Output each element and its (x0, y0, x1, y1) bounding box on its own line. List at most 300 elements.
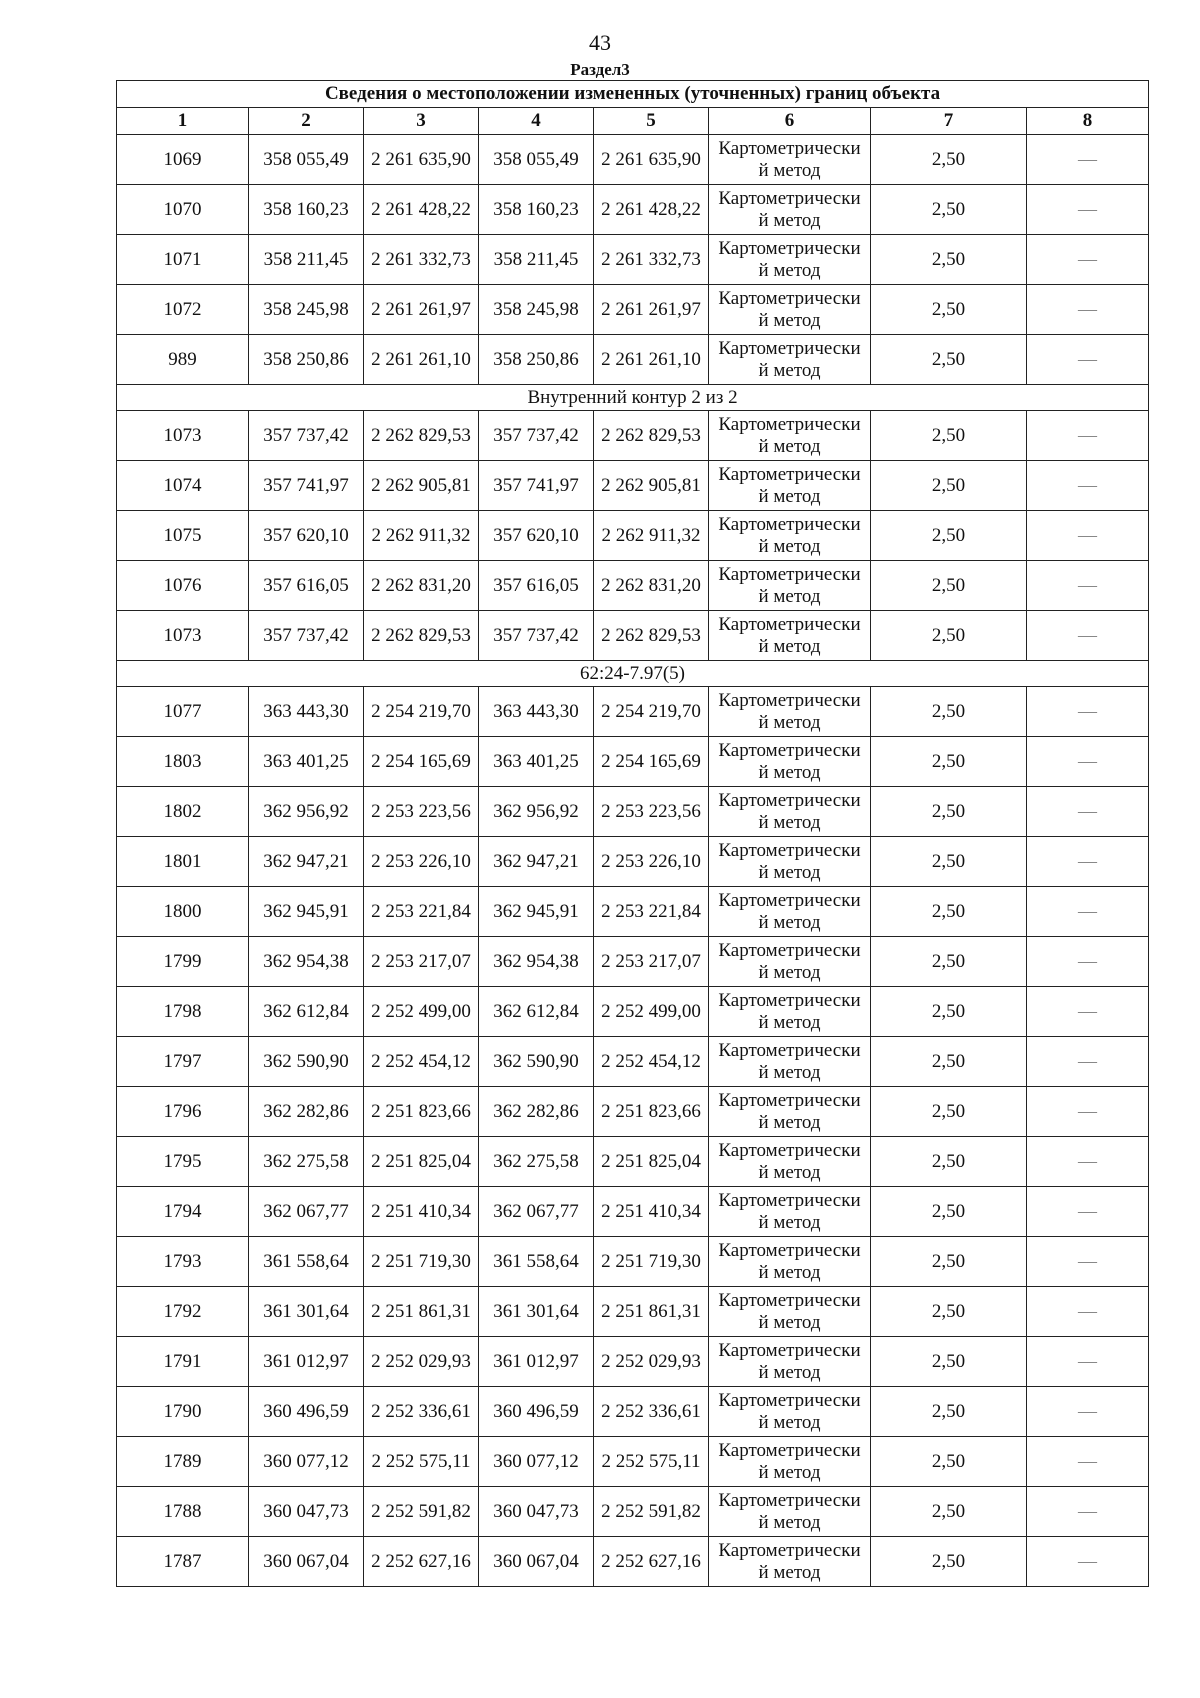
x-old-cell: 358 055,49 (249, 135, 364, 185)
method-cell (709, 1537, 871, 1587)
table-row (117, 461, 1149, 511)
method-text-line: Картометрически (718, 1389, 861, 1411)
y-old-cell: 2 262 831,20 (364, 561, 479, 611)
y-new-cell: 2 261 428,22 (594, 185, 709, 235)
column-header: 3 (364, 108, 479, 135)
boundary-coordinates-table (116, 80, 1149, 1587)
point-number-cell: 1074 (117, 461, 249, 511)
method-text-line: Картометрически (718, 1489, 861, 1511)
method-text-line: Картометрически (718, 1539, 861, 1561)
x-old-cell: 357 737,42 (249, 611, 364, 661)
y-old-cell: 2 262 905,81 (364, 461, 479, 511)
x-new-cell: 363 401,25 (479, 737, 594, 787)
y-new-cell: 2 252 336,61 (594, 1387, 709, 1437)
method-text-line: Картометрически (718, 287, 861, 309)
x-old-cell: 362 275,58 (249, 1137, 364, 1187)
column-header: 4 (479, 108, 594, 135)
description-cell: — (1027, 561, 1149, 611)
accuracy-cell: 2,50 (871, 335, 1027, 385)
column-header: 6 (709, 108, 871, 135)
y-old-cell: 2 253 226,10 (364, 837, 479, 887)
description-cell: — (1027, 411, 1149, 461)
point-number-cell: 1073 (117, 611, 249, 661)
method-cell (709, 285, 871, 335)
point-number-cell: 1788 (117, 1487, 249, 1537)
point-number-cell: 1071 (117, 235, 249, 285)
y-new-cell: 2 251 861,31 (594, 1287, 709, 1337)
point-number-cell: 1796 (117, 1087, 249, 1137)
table-body (117, 135, 1149, 1587)
group-label: 62:24-7.97(5) (117, 661, 1149, 687)
method-cell (709, 1487, 871, 1537)
point-number-cell: 1075 (117, 511, 249, 561)
accuracy-cell: 2,50 (871, 285, 1027, 335)
description-cell: — (1027, 1187, 1149, 1237)
method-text-line: й метод (758, 635, 821, 657)
accuracy-cell: 2,50 (871, 1437, 1027, 1487)
table-caption: Сведения о местоположении измененных (уточненных) границ объекта (117, 81, 1149, 108)
table-row (117, 611, 1149, 661)
x-new-cell: 358 211,45 (479, 235, 594, 285)
table-row (117, 411, 1149, 461)
y-new-cell: 2 252 591,82 (594, 1487, 709, 1537)
y-old-cell: 2 261 635,90 (364, 135, 479, 185)
method-text-line: й метод (758, 1211, 821, 1233)
x-new-cell: 362 612,84 (479, 987, 594, 1037)
description-cell: — (1027, 611, 1149, 661)
accuracy-cell: 2,50 (871, 185, 1027, 235)
method-text-line: й метод (758, 1411, 821, 1433)
y-old-cell: 2 261 428,22 (364, 185, 479, 235)
method-text-line: й метод (758, 1261, 821, 1283)
accuracy-cell: 2,50 (871, 135, 1027, 185)
x-old-cell: 362 590,90 (249, 1037, 364, 1087)
point-number-cell: 1072 (117, 285, 249, 335)
x-new-cell: 358 250,86 (479, 335, 594, 385)
method-cell (709, 687, 871, 737)
y-new-cell: 2 261 261,10 (594, 335, 709, 385)
method-cell (709, 787, 871, 837)
x-new-cell: 357 737,42 (479, 611, 594, 661)
x-new-cell: 362 590,90 (479, 1037, 594, 1087)
method-text-line: й метод (758, 961, 821, 983)
description-cell: — (1027, 737, 1149, 787)
x-old-cell: 362 282,86 (249, 1087, 364, 1137)
x-old-cell: 361 301,64 (249, 1287, 364, 1337)
description-cell: — (1027, 1487, 1149, 1537)
method-text-line: й метод (758, 1511, 821, 1533)
method-text-line: Картометрически (718, 789, 861, 811)
point-number-cell: 1069 (117, 135, 249, 185)
method-text-line: Картометрически (718, 1339, 861, 1361)
method-text-line: й метод (758, 209, 821, 231)
y-old-cell: 2 252 499,00 (364, 987, 479, 1037)
method-cell (709, 837, 871, 887)
y-old-cell: 2 251 825,04 (364, 1137, 479, 1187)
x-new-cell: 360 067,04 (479, 1537, 594, 1587)
y-old-cell: 2 253 217,07 (364, 937, 479, 987)
method-text-line: й метод (758, 485, 821, 507)
y-old-cell: 2 261 332,73 (364, 235, 479, 285)
point-number-cell: 1801 (117, 837, 249, 887)
method-cell (709, 185, 871, 235)
description-cell: — (1027, 1437, 1149, 1487)
x-new-cell: 362 067,77 (479, 1187, 594, 1237)
x-new-cell: 358 160,23 (479, 185, 594, 235)
table-row (117, 511, 1149, 561)
y-new-cell: 2 261 635,90 (594, 135, 709, 185)
method-text-line: й метод (758, 1561, 821, 1583)
point-number-cell: 1793 (117, 1237, 249, 1287)
x-old-cell: 360 067,04 (249, 1537, 364, 1587)
table-row (117, 787, 1149, 837)
y-old-cell: 2 251 823,66 (364, 1087, 479, 1137)
accuracy-cell: 2,50 (871, 461, 1027, 511)
method-text-line: й метод (758, 711, 821, 733)
method-text-line: Картометрически (718, 463, 861, 485)
x-new-cell: 363 443,30 (479, 687, 594, 737)
accuracy-cell: 2,50 (871, 1237, 1027, 1287)
method-text-line: Картометрически (718, 1039, 861, 1061)
accuracy-cell: 2,50 (871, 511, 1027, 561)
x-old-cell: 360 047,73 (249, 1487, 364, 1537)
table-row (117, 1037, 1149, 1087)
point-number-cell: 1792 (117, 1287, 249, 1337)
description-cell: — (1027, 335, 1149, 385)
method-cell (709, 1087, 871, 1137)
x-new-cell: 357 620,10 (479, 511, 594, 561)
table-header-row (117, 108, 1149, 135)
table-row (117, 335, 1149, 385)
x-old-cell: 362 956,92 (249, 787, 364, 837)
accuracy-cell: 2,50 (871, 1187, 1027, 1237)
x-new-cell: 360 047,73 (479, 1487, 594, 1537)
x-new-cell: 362 956,92 (479, 787, 594, 837)
method-text-line: й метод (758, 359, 821, 381)
column-header: 8 (1027, 108, 1149, 135)
method-cell (709, 1187, 871, 1237)
y-old-cell: 2 252 029,93 (364, 1337, 479, 1387)
method-cell (709, 1437, 871, 1487)
method-text-line: й метод (758, 585, 821, 607)
accuracy-cell: 2,50 (871, 235, 1027, 285)
method-text-line: Картометрически (718, 187, 861, 209)
point-number-cell: 1789 (117, 1437, 249, 1487)
x-old-cell: 360 496,59 (249, 1387, 364, 1437)
accuracy-cell: 2,50 (871, 1037, 1027, 1087)
table-row (117, 1337, 1149, 1387)
method-text-line: й метод (758, 435, 821, 457)
y-new-cell: 2 261 332,73 (594, 235, 709, 285)
point-number-cell: 1076 (117, 561, 249, 611)
method-cell (709, 611, 871, 661)
method-text-line: й метод (758, 1461, 821, 1483)
point-number-cell: 1791 (117, 1337, 249, 1387)
method-text-line: й метод (758, 1011, 821, 1033)
x-old-cell: 357 616,05 (249, 561, 364, 611)
y-old-cell: 2 261 261,10 (364, 335, 479, 385)
point-number-cell: 1800 (117, 887, 249, 937)
description-cell: — (1027, 285, 1149, 335)
method-text-line: й метод (758, 1111, 821, 1133)
method-cell (709, 411, 871, 461)
column-header: 2 (249, 108, 364, 135)
table-row (117, 561, 1149, 611)
table-group-row (117, 385, 1149, 411)
y-new-cell: 2 254 219,70 (594, 687, 709, 737)
description-cell: — (1027, 461, 1149, 511)
accuracy-cell: 2,50 (871, 687, 1027, 737)
description-cell: — (1027, 511, 1149, 561)
description-cell: — (1027, 135, 1149, 185)
point-number-cell: 1077 (117, 687, 249, 737)
accuracy-cell: 2,50 (871, 1137, 1027, 1187)
accuracy-cell: 2,50 (871, 411, 1027, 461)
method-text-line: Картометрически (718, 889, 861, 911)
y-old-cell: 2 253 221,84 (364, 887, 479, 937)
description-cell: — (1027, 1337, 1149, 1387)
method-text-line: Картометрически (718, 513, 861, 535)
point-number-cell: 1790 (117, 1387, 249, 1437)
x-old-cell: 362 954,38 (249, 937, 364, 987)
accuracy-cell: 2,50 (871, 887, 1027, 937)
method-text-line: й метод (758, 309, 821, 331)
x-old-cell: 362 945,91 (249, 887, 364, 937)
y-old-cell: 2 254 165,69 (364, 737, 479, 787)
x-new-cell: 361 301,64 (479, 1287, 594, 1337)
page-number: 43 (589, 30, 611, 55)
table-row (117, 737, 1149, 787)
x-new-cell: 360 496,59 (479, 1387, 594, 1437)
accuracy-cell: 2,50 (871, 611, 1027, 661)
method-cell (709, 1137, 871, 1187)
description-cell: — (1027, 987, 1149, 1037)
method-cell (709, 1337, 871, 1387)
table-row (117, 1137, 1149, 1187)
y-new-cell: 2 262 831,20 (594, 561, 709, 611)
table-row (117, 937, 1149, 987)
method-text-line: Картометрически (718, 563, 861, 585)
method-text-line: Картометрически (718, 1139, 861, 1161)
method-cell (709, 1387, 871, 1437)
accuracy-cell: 2,50 (871, 1337, 1027, 1387)
x-new-cell: 362 947,21 (479, 837, 594, 887)
method-text-line: й метод (758, 761, 821, 783)
description-cell: — (1027, 1387, 1149, 1437)
method-text-line: й метод (758, 1161, 821, 1183)
section-title: Раздел3 (570, 60, 630, 79)
description-cell: — (1027, 235, 1149, 285)
description-cell: — (1027, 1537, 1149, 1587)
x-old-cell: 362 947,21 (249, 837, 364, 887)
point-number-cell: 1795 (117, 1137, 249, 1187)
x-new-cell: 362 275,58 (479, 1137, 594, 1187)
y-old-cell: 2 262 829,53 (364, 411, 479, 461)
method-cell (709, 1037, 871, 1087)
method-text-line: й метод (758, 159, 821, 181)
method-text-line: Картометрически (718, 413, 861, 435)
point-number-cell: 1797 (117, 1037, 249, 1087)
x-new-cell: 361 558,64 (479, 1237, 594, 1287)
y-new-cell: 2 252 575,11 (594, 1437, 709, 1487)
method-cell (709, 461, 871, 511)
x-old-cell: 357 737,42 (249, 411, 364, 461)
point-number-cell: 1794 (117, 1187, 249, 1237)
y-new-cell: 2 252 029,93 (594, 1337, 709, 1387)
method-cell (709, 1237, 871, 1287)
point-number-cell: 1798 (117, 987, 249, 1037)
table-row (117, 887, 1149, 937)
point-number-cell: 1803 (117, 737, 249, 787)
x-new-cell: 362 282,86 (479, 1087, 594, 1137)
method-cell (709, 135, 871, 185)
y-new-cell: 2 251 825,04 (594, 1137, 709, 1187)
method-cell (709, 887, 871, 937)
y-new-cell: 2 252 454,12 (594, 1037, 709, 1087)
y-old-cell: 2 253 223,56 (364, 787, 479, 837)
point-number-cell: 1787 (117, 1537, 249, 1587)
description-cell: — (1027, 837, 1149, 887)
description-cell: — (1027, 1137, 1149, 1187)
y-new-cell: 2 253 223,56 (594, 787, 709, 837)
y-new-cell: 2 251 410,34 (594, 1187, 709, 1237)
accuracy-cell: 2,50 (871, 1387, 1027, 1437)
table-row (117, 1487, 1149, 1537)
x-old-cell: 361 012,97 (249, 1337, 364, 1387)
y-new-cell: 2 253 221,84 (594, 887, 709, 937)
y-new-cell: 2 253 217,07 (594, 937, 709, 987)
y-old-cell: 2 251 861,31 (364, 1287, 479, 1337)
method-text-line: Картометрически (718, 1239, 861, 1261)
description-cell: — (1027, 887, 1149, 937)
x-old-cell: 357 620,10 (249, 511, 364, 561)
y-old-cell: 2 262 911,32 (364, 511, 479, 561)
description-cell: — (1027, 185, 1149, 235)
x-new-cell: 362 954,38 (479, 937, 594, 987)
group-label: Внутренний контур 2 из 2 (117, 385, 1149, 411)
description-cell: — (1027, 1237, 1149, 1287)
x-old-cell: 361 558,64 (249, 1237, 364, 1287)
y-old-cell: 2 261 261,97 (364, 285, 479, 335)
y-new-cell: 2 252 499,00 (594, 987, 709, 1037)
accuracy-cell: 2,50 (871, 737, 1027, 787)
method-text-line: й метод (758, 1361, 821, 1383)
method-text-line: й метод (758, 811, 821, 833)
x-new-cell: 357 737,42 (479, 411, 594, 461)
y-new-cell: 2 253 226,10 (594, 837, 709, 887)
column-header: 1 (117, 108, 249, 135)
y-new-cell: 2 262 829,53 (594, 411, 709, 461)
table-row (117, 1187, 1149, 1237)
accuracy-cell: 2,50 (871, 987, 1027, 1037)
table-row (117, 185, 1149, 235)
x-old-cell: 362 612,84 (249, 987, 364, 1037)
table-row (117, 1437, 1149, 1487)
accuracy-cell: 2,50 (871, 1287, 1027, 1337)
method-text-line: й метод (758, 861, 821, 883)
method-cell (709, 561, 871, 611)
x-old-cell: 360 077,12 (249, 1437, 364, 1487)
x-new-cell: 358 055,49 (479, 135, 594, 185)
method-text-line: Картометрически (718, 137, 861, 159)
method-text-line: Картометрически (718, 237, 861, 259)
method-cell (709, 235, 871, 285)
table-caption-row (117, 81, 1149, 108)
method-cell (709, 335, 871, 385)
y-new-cell: 2 262 911,32 (594, 511, 709, 561)
method-text-line: й метод (758, 911, 821, 933)
x-old-cell: 362 067,77 (249, 1187, 364, 1237)
table-row (117, 1537, 1149, 1587)
table-row (117, 1387, 1149, 1437)
method-text-line: Картометрически (718, 1289, 861, 1311)
method-text-line: Картометрически (718, 1189, 861, 1211)
x-old-cell: 358 250,86 (249, 335, 364, 385)
method-text-line: й метод (758, 535, 821, 557)
x-new-cell: 362 945,91 (479, 887, 594, 937)
description-cell: — (1027, 1087, 1149, 1137)
y-old-cell: 2 251 719,30 (364, 1237, 479, 1287)
description-cell: — (1027, 787, 1149, 837)
description-cell: — (1027, 687, 1149, 737)
method-text-line: й метод (758, 259, 821, 281)
method-text-line: Картометрически (718, 1439, 861, 1461)
y-new-cell: 2 262 905,81 (594, 461, 709, 511)
y-old-cell: 2 252 336,61 (364, 1387, 479, 1437)
y-old-cell: 2 252 627,16 (364, 1537, 479, 1587)
method-text-line: Картометрически (718, 1089, 861, 1111)
y-old-cell: 2 252 591,82 (364, 1487, 479, 1537)
table-row (117, 1087, 1149, 1137)
column-header: 7 (871, 108, 1027, 135)
table-row (117, 285, 1149, 335)
description-cell: — (1027, 1037, 1149, 1087)
y-new-cell: 2 251 719,30 (594, 1237, 709, 1287)
method-cell (709, 937, 871, 987)
table-row (117, 1237, 1149, 1287)
method-cell (709, 987, 871, 1037)
y-new-cell: 2 252 627,16 (594, 1537, 709, 1587)
y-new-cell: 2 261 261,97 (594, 285, 709, 335)
method-text-line: Картометрически (718, 337, 861, 359)
accuracy-cell: 2,50 (871, 1487, 1027, 1537)
y-new-cell: 2 254 165,69 (594, 737, 709, 787)
description-cell: — (1027, 937, 1149, 987)
x-old-cell: 358 160,23 (249, 185, 364, 235)
x-old-cell: 358 245,98 (249, 285, 364, 335)
table-row (117, 687, 1149, 737)
y-old-cell: 2 251 410,34 (364, 1187, 479, 1237)
point-number-cell: 1073 (117, 411, 249, 461)
method-text-line: Картометрически (718, 613, 861, 635)
point-number-cell: 1799 (117, 937, 249, 987)
accuracy-cell: 2,50 (871, 1087, 1027, 1137)
point-number-cell: 1802 (117, 787, 249, 837)
method-text-line: Картометрически (718, 689, 861, 711)
x-old-cell: 363 443,30 (249, 687, 364, 737)
y-new-cell: 2 262 829,53 (594, 611, 709, 661)
accuracy-cell: 2,50 (871, 787, 1027, 837)
description-cell: — (1027, 1287, 1149, 1337)
y-old-cell: 2 262 829,53 (364, 611, 479, 661)
method-cell (709, 1287, 871, 1337)
x-old-cell: 357 741,97 (249, 461, 364, 511)
table-row (117, 837, 1149, 887)
method-text-line: Картометрически (718, 839, 861, 861)
accuracy-cell: 2,50 (871, 1537, 1027, 1587)
table-row (117, 135, 1149, 185)
y-old-cell: 2 252 454,12 (364, 1037, 479, 1087)
